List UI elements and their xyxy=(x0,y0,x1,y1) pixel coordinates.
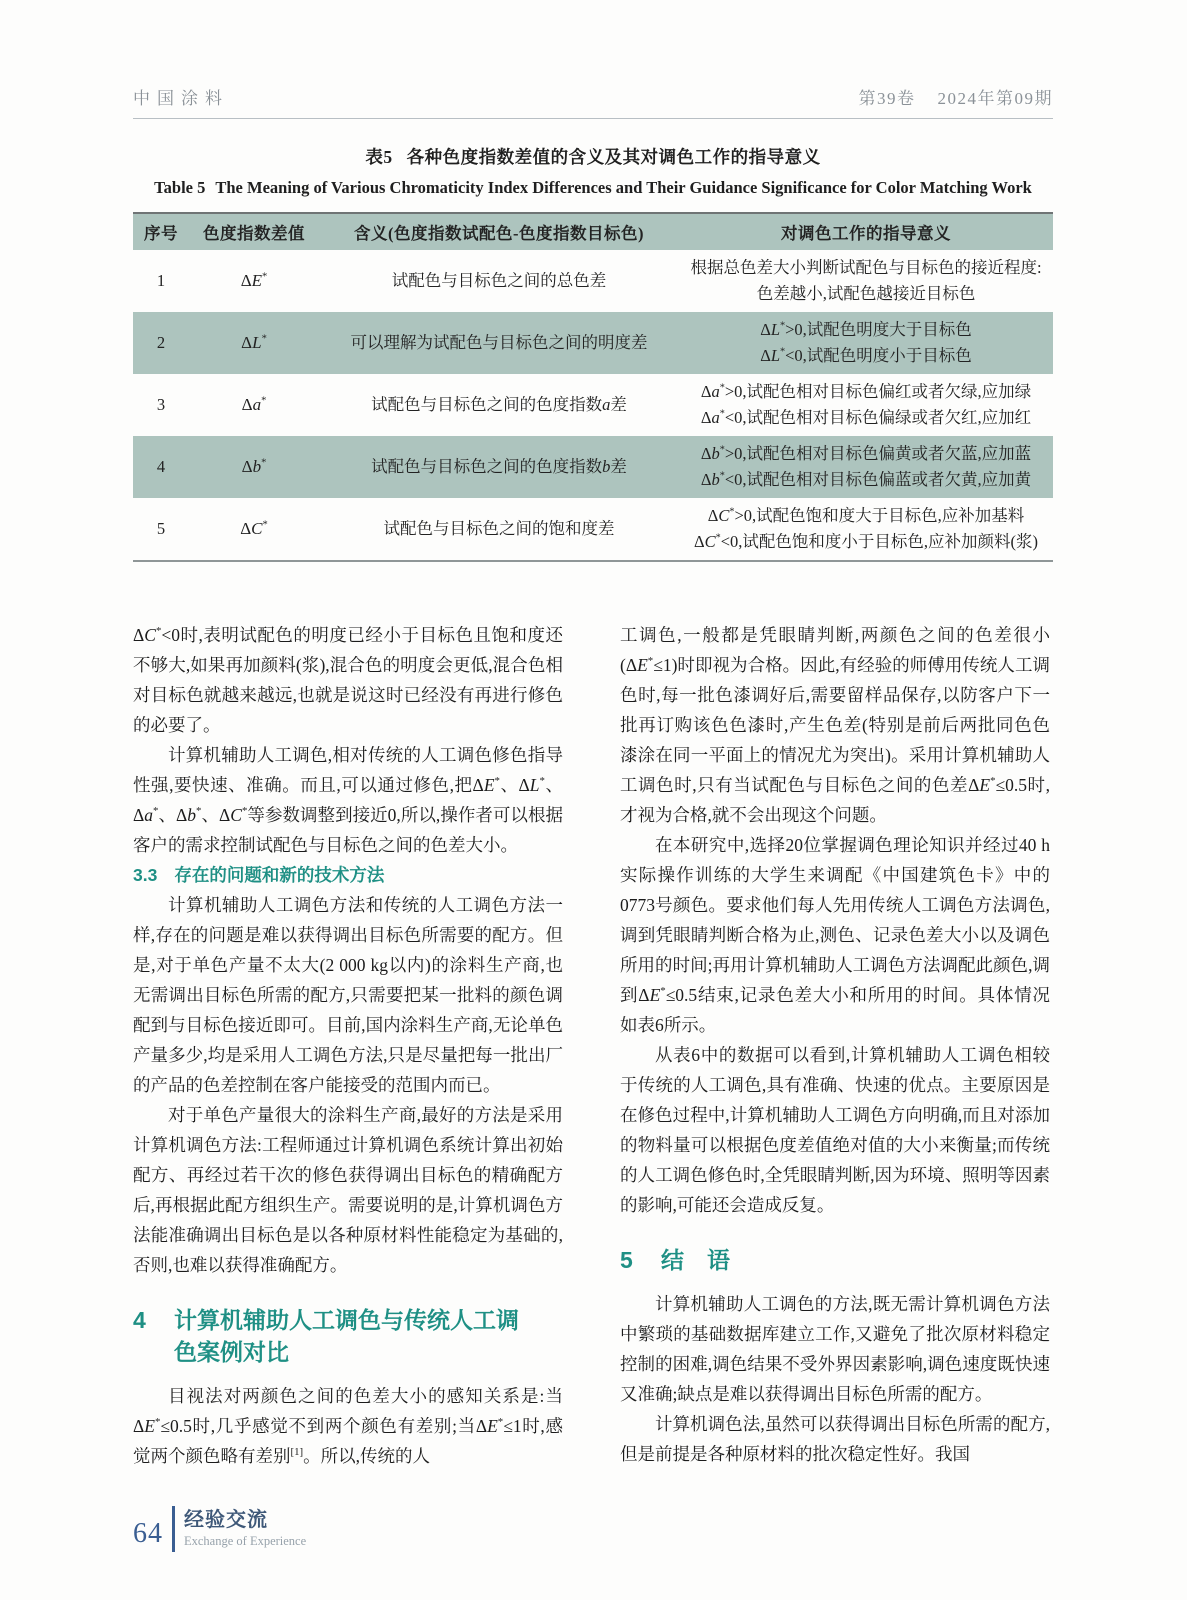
article-body xyxy=(133,620,1053,1471)
right-column xyxy=(620,620,1050,1471)
table-row xyxy=(133,498,1053,561)
guidance-line: ΔL*>0,试配色明度大于目标色 xyxy=(760,320,972,339)
section-title: 结 语 xyxy=(661,1247,730,1273)
cell-guidance xyxy=(679,436,1053,498)
guidance-line: ΔC*<0,试配色饱和度小于目标色,应补加颜料(浆) xyxy=(693,532,1039,551)
volume-label: 第39卷 xyxy=(858,89,916,108)
table-row xyxy=(133,312,1053,374)
section-number: 4 xyxy=(133,1307,146,1333)
paragraph: 工调色,一般都是凭眼睛判断,两颜色之间的色差很小(ΔE*≤1)时即视为合格。因此,有经验的师傅用传统人工调色时,每一批色漆调好后,需要留样品保存,以防客户下一批再订购该色色漆时,产生色差(特别是前后两批同色色漆涂在同一平面上的情况尤为突出)。采用计算机辅助人工调色时,只有当试配色与目标色之间的色差ΔE*≤0.5时,才视为合格,就不会出现这个问题。 xyxy=(620,625,1050,825)
paragraph: 目视法对两颜色之间的色差大小的感知关系是:当ΔE*≤0.5时,几乎感觉不到两个颜色有差别;当ΔE*≤1时,感觉两个颜色略有差别[1]。所以,传统的人 xyxy=(133,1386,563,1466)
page-number: 64 xyxy=(133,1518,163,1549)
subsection-number: 3.3 xyxy=(133,865,158,885)
table-caption-cn-label: 表5 xyxy=(365,147,393,167)
cell-symbol: ΔC* xyxy=(240,519,268,538)
table-row xyxy=(133,374,1053,436)
col-header-meaning: 含义(色度指数试配色-色度指数目标色) xyxy=(319,213,679,250)
cell-index: 3 xyxy=(156,395,166,414)
cell-meaning: 试配色与目标色之间的色度指数a差 xyxy=(371,395,627,414)
masthead xyxy=(133,84,1053,119)
guidance-line: ΔC*>0,试配色饱和度大于目标色,应补加基料 xyxy=(707,506,1025,525)
col-header-symbol: 色度指数差值 xyxy=(189,213,319,250)
paragraph: 在本研究中,选择20位掌握调色理论知识并经过40 h实际操作训练的大学生来调配《中国建筑色卡》中的0773号颜色。要求他们每人先用传统人工调色方法调色,调到凭眼睛判断合格为止,测色、记录色差大小以及调色所用的时间;再用计算机辅助人工调色方法调配此颜色,调到ΔE*≤0.5结束,记录色差大小和所用的时间。具体情况如表6所示。 xyxy=(620,835,1050,1035)
cell-meaning: 可以理解为试配色与目标色之间的明度差 xyxy=(319,312,679,374)
cell-symbol: Δa* xyxy=(241,395,267,414)
chromaticity-table xyxy=(133,212,1053,562)
paragraph: 对于单色产量很大的涂料生产商,最好的方法是采用计算机调色方法:工程师通过计算机调色系统计算出初始配方、再经过若干次的修色获得调出目标色的精确配方后,再根据此配方组织生产。需要说明的是,计算机调色方法能准确调出目标色是以各种原材料性能稳定为基础的,否则,也难以获得准确配方。 xyxy=(133,1105,563,1275)
guidance-line: Δb*<0,试配色相对目标色偏蓝或者欠黄,应加黄 xyxy=(700,470,1032,489)
cell-guidance xyxy=(679,374,1053,436)
guidance-line: 根据总色差大小判断试配色与目标色的接近程度: xyxy=(690,258,1042,277)
guidance-line: Δa*<0,试配色相对目标色偏绿或者欠红,应加红 xyxy=(700,408,1032,427)
cell-guidance xyxy=(679,498,1053,561)
page-footer xyxy=(133,1506,306,1552)
paragraph: 计算机辅助人工调色方法和传统的人工调色方法一样,存在的问题是难以获得调出目标色所需要的配方。但是,对于单色产量不太大(2 000 kg以内)的涂料生产商,也无需调出目标色所需的配方,只需要把某一批料的颜色调配到与目标色接近即可。目前,国内涂料生产商,无论单色产量多少,均是采用人工调色方法,只是尽量把每一批出厂的产品的色差控制在客户能接受的范围内而已。 xyxy=(133,895,563,1095)
section-number: 5 xyxy=(620,1247,633,1273)
guidance-line: Δb*>0,试配色相对目标色偏黄或者欠蓝,应加蓝 xyxy=(700,444,1032,463)
cell-guidance xyxy=(679,312,1053,374)
paragraph: 计算机调色法,虽然可以获得调出目标色所需的配方,但是前提是各种原材料的批次稳定性好。我国 xyxy=(620,1414,1050,1464)
footer-section-en: Exchange of Experience xyxy=(184,1534,307,1548)
cell-index: 2 xyxy=(133,312,189,374)
cell-symbol: Δb* xyxy=(189,436,319,498)
cell-index: 1 xyxy=(156,271,166,290)
table-caption-cn-text: 各种色度指数差值的含义及其对调色工作的指导意义 xyxy=(406,147,821,167)
cell-symbol: ΔL* xyxy=(189,312,319,374)
paragraph: 从表6中的数据可以看到,计算机辅助人工调色相较于传统的人工调色,具有准确、快速的优点。主要原因是在修色过程中,计算机辅助人工调色方向明确,而且对添加的物料量可以根据色度差值绝对值的大小来衡量;而传统的人工调色修色时,全凭眼睛判断,因为环境、照明等因素的影响,可能还会造成反复。 xyxy=(620,1045,1050,1215)
cell-meaning: 试配色与目标色之间的饱和度差 xyxy=(383,519,615,538)
guidance-line: Δa*>0,试配色相对目标色偏红或者欠绿,应加绿 xyxy=(700,382,1032,401)
section-heading-5 xyxy=(620,1244,1050,1276)
paragraph: 计算机辅助人工调色的方法,既无需计算机调色方法中繁琐的基础数据库建立工作,又避免了批次原材料稳定控制的困难,调色结果不受外界因素影响,调色速度既快速又准确;缺点是难以获得调出目标色所需的配方。 xyxy=(620,1294,1050,1404)
table-caption-en xyxy=(153,172,1033,203)
issue-label: 2024年第09期 xyxy=(937,89,1053,108)
issue-info xyxy=(859,84,1054,109)
subsection-title: 存在的问题和新的技术方法 xyxy=(174,865,385,885)
table-caption-cn xyxy=(133,144,1053,169)
table-header-row xyxy=(133,213,1053,250)
guidance-line: 色差越小,试配色越接近目标色 xyxy=(756,284,976,303)
journal-name: 中国涂料 xyxy=(133,89,229,108)
left-column xyxy=(133,620,563,1471)
footer-section xyxy=(184,1508,306,1550)
cell-meaning: 试配色与目标色之间的总色差 xyxy=(391,271,607,290)
footer-divider-bar xyxy=(172,1506,175,1552)
table-caption-en-text: The Meaning of Various Chromaticity Index Differences and Their Guidance Significance for Color Matching Work xyxy=(215,178,1032,197)
subsection-heading-3-3 xyxy=(133,860,563,890)
cell-index: 5 xyxy=(156,519,166,538)
footer-section-cn: 经验交流 xyxy=(184,1509,268,1531)
cell-symbol: ΔE* xyxy=(240,271,268,290)
cell-index: 4 xyxy=(133,436,189,498)
paragraph: 计算机辅助人工调色,相对传统的人工调色修色指导性强,要快速、准确。而且,可以通过修色,把ΔE*、ΔL*、Δa*、Δb*、ΔC*等参数调整到接近0,所以,操作者可以根据客户的需求控制试配色与目标色之间的色差大小。 xyxy=(133,745,563,855)
paragraph: ΔC*<0时,表明试配色的明度已经小于目标色且饱和度还不够大,如果再加颜料(浆),混合色的明度会更低,混合色相对目标色就越来越远,也就是说这时已经没有再进行修色的必要了。 xyxy=(133,625,563,735)
cell-meaning: 试配色与目标色之间的色度指数b差 xyxy=(319,436,679,498)
table-row xyxy=(133,250,1053,312)
col-header-index: 序号 xyxy=(133,213,189,250)
section-title: 计算机辅助人工调色与传统人工调色案例对比 xyxy=(174,1307,519,1365)
col-header-guidance: 对调色工作的指导意义 xyxy=(679,213,1053,250)
guidance-line: ΔL*<0,试配色明度小于目标色 xyxy=(760,346,972,365)
table-caption-en-label: Table 5 xyxy=(154,178,206,197)
section-heading-4 xyxy=(133,1304,563,1368)
table-row xyxy=(133,436,1053,498)
cell-guidance xyxy=(679,250,1053,312)
